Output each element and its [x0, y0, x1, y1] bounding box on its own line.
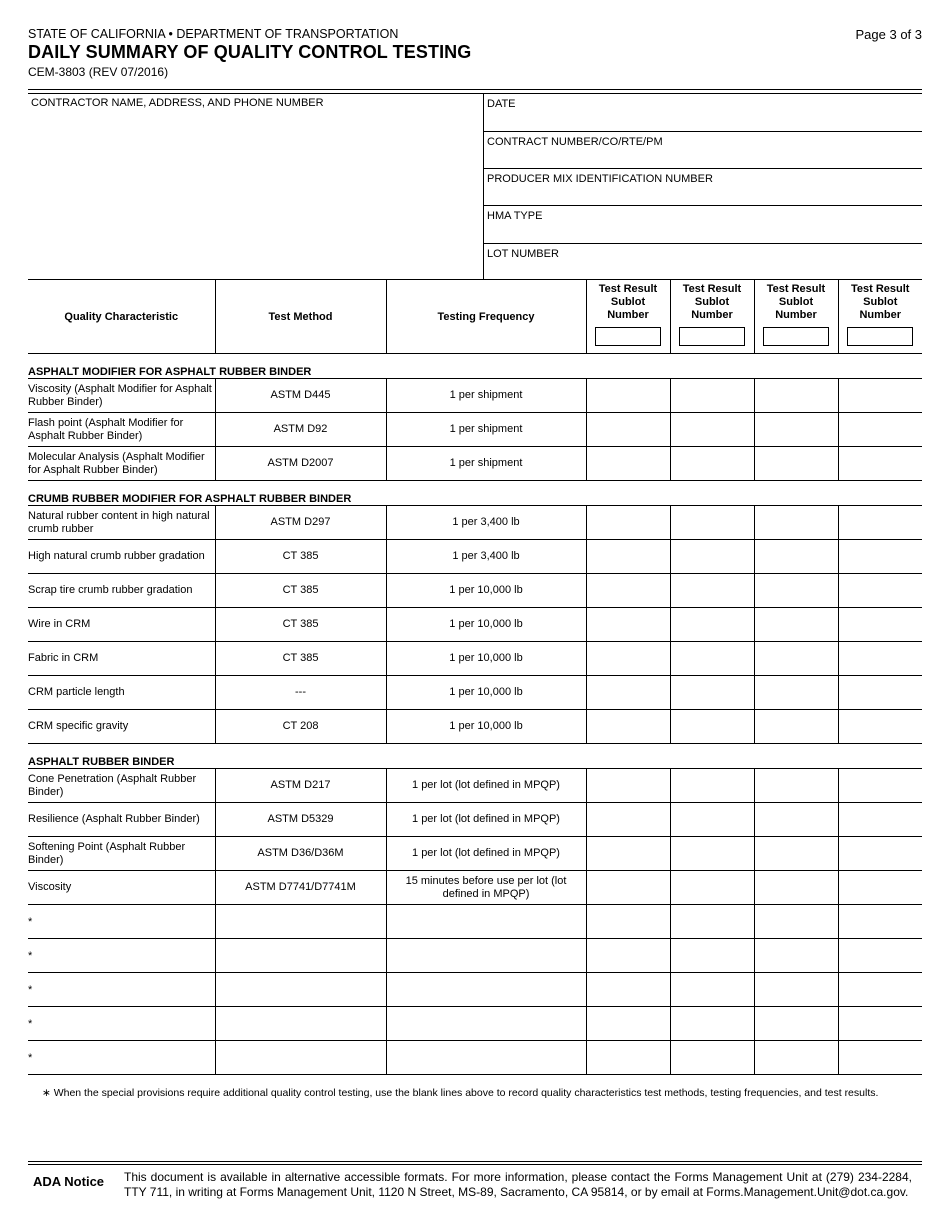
testing-frequency-cell: 1 per 10,000 lb [386, 608, 586, 642]
producer-mix-id-label: PRODUCER MIX IDENTIFICATION NUMBER [487, 173, 713, 185]
test-result-cell-3[interactable] [754, 506, 838, 540]
testing-frequency-cell: 1 per 10,000 lb [386, 574, 586, 608]
test-result-cell-4[interactable] [838, 939, 922, 973]
test-result-cell-3[interactable] [754, 676, 838, 710]
quality-characteristic-cell: Resilience (Asphalt Rubber Binder) [28, 803, 215, 837]
test-method-cell: ASTM D36/D36M [215, 837, 386, 871]
contract-number-label: CONTRACT NUMBER/CO/RTE/PM [487, 136, 663, 148]
test-result-cell-1[interactable] [586, 447, 670, 481]
test-result-cell-2[interactable] [670, 939, 754, 973]
quality-characteristic-cell: CRM specific gravity [28, 710, 215, 744]
quality-characteristic-cell: Viscosity [28, 871, 215, 905]
test-method-header: Test Method [215, 280, 386, 354]
test-method-cell: CT 385 [215, 608, 386, 642]
test-result-cell-3[interactable] [754, 608, 838, 642]
test-result-cell-1[interactable] [586, 837, 670, 871]
test-method-cell: --- [215, 676, 386, 710]
blank-testing-frequency-cell[interactable] [386, 973, 586, 1007]
test-result-cell-4[interactable] [838, 506, 922, 540]
test-result-cell-1[interactable] [586, 710, 670, 744]
test-method-cell: ASTM D2007 [215, 447, 386, 481]
form-number: CEM-3803 (REV 07/2016) [28, 65, 169, 79]
column-header-row [28, 280, 922, 354]
testing-frequency-cell: 1 per shipment [386, 379, 586, 413]
section-header-row [28, 354, 922, 379]
testing-frequency-cell: 1 per lot (lot defined in MPQP) [386, 803, 586, 837]
hma-type-label: HMA TYPE [487, 210, 543, 222]
test-result-cell-1[interactable] [586, 803, 670, 837]
test-result-cell-4[interactable] [838, 540, 922, 574]
section-header-row [28, 744, 922, 769]
test-method-cell: CT 208 [215, 710, 386, 744]
test-result-cell-3[interactable] [754, 1041, 838, 1075]
testing-frequency-cell: 1 per 10,000 lb [386, 642, 586, 676]
test-result-cell-1[interactable] [586, 769, 670, 803]
test-result-cell-4[interactable] [838, 905, 922, 939]
blank-quality-characteristic-cell[interactable]: * [28, 973, 215, 1007]
blank-quality-characteristic-cell[interactable]: * [28, 905, 215, 939]
test-result-cell-2[interactable] [670, 769, 754, 803]
contractor-field-label: CONTRACTOR NAME, ADDRESS, AND PHONE NUMBER [31, 97, 324, 109]
section-title: ASPHALT RUBBER BINDER [28, 744, 922, 769]
blank-quality-characteristic-cell[interactable]: * [28, 939, 215, 973]
test-result-cell-2[interactable] [670, 676, 754, 710]
test-result-cell-3[interactable] [754, 379, 838, 413]
quality-characteristic-cell: CRM particle length [28, 676, 215, 710]
test-result-cell-2[interactable] [670, 608, 754, 642]
section-header-row [28, 481, 922, 506]
sublot-header-line: Sublot [694, 295, 730, 308]
quality-characteristic-cell: Natural rubber content in high natural crumb rubber [28, 506, 215, 540]
test-result-cell-1[interactable] [586, 574, 670, 608]
test-result-cell-1[interactable] [586, 871, 670, 905]
blank-quality-characteristic-cell[interactable]: * [28, 1041, 215, 1075]
sublot-header-line: Sublot [863, 295, 898, 308]
test-result-cell-2[interactable] [670, 1007, 754, 1041]
test-result-cell-2[interactable] [670, 710, 754, 744]
page-number: Page 3 of 3 [855, 27, 922, 42]
test-result-cell-3[interactable] [754, 447, 838, 481]
quality-characteristic-cell: Fabric in CRM [28, 642, 215, 676]
test-result-cell-4[interactable] [838, 803, 922, 837]
blank-testing-frequency-cell[interactable] [386, 1041, 586, 1075]
blank-test-method-cell[interactable] [215, 905, 386, 939]
testing-frequency-cell: 1 per 10,000 lb [386, 676, 586, 710]
test-result-cell-3[interactable] [754, 939, 838, 973]
test-result-cell-4[interactable] [838, 973, 922, 1007]
test-result-cell-1[interactable] [586, 973, 670, 1007]
testing-frequency-cell: 15 minutes before use per lot (lot defined in MPQP) [386, 871, 586, 905]
table-row [28, 413, 922, 447]
sublot-header-line: Number [607, 308, 649, 321]
test-result-cell-3[interactable] [754, 905, 838, 939]
testing-frequency-cell: 1 per 3,400 lb [386, 506, 586, 540]
sublot-header-line: Number [775, 308, 817, 321]
blank-test-method-cell[interactable] [215, 1041, 386, 1075]
test-result-cell-4[interactable] [838, 608, 922, 642]
test-result-cell-1[interactable] [586, 1041, 670, 1075]
test-result-cell-2[interactable] [670, 413, 754, 447]
sublot-number-input-1[interactable] [595, 327, 661, 346]
quality-characteristic-cell: Cone Penetration (Asphalt Rubber Binder) [28, 769, 215, 803]
blank-testing-frequency-cell[interactable] [386, 1007, 586, 1041]
quality-characteristic-cell: Viscosity (Asphalt Modifier for Asphalt Rubber Binder) [28, 379, 215, 413]
test-method-cell: ASTM D217 [215, 769, 386, 803]
contract-number-field[interactable] [484, 132, 922, 169]
test-result-cell-2[interactable] [670, 574, 754, 608]
sublot-header-line: Sublot [610, 295, 646, 308]
table-row [28, 447, 922, 481]
table-row [28, 379, 922, 413]
table-row [28, 769, 922, 803]
table-row [28, 871, 922, 905]
qc-testing-table [28, 279, 922, 1075]
lot-number-label: LOT NUMBER [487, 248, 559, 260]
test-result-cell-3[interactable] [754, 769, 838, 803]
test-method-cell: ASTM D5329 [215, 803, 386, 837]
quality-characteristic-cell: High natural crumb rubber gradation [28, 540, 215, 574]
blank-row [28, 905, 922, 939]
test-result-cell-1[interactable] [586, 413, 670, 447]
blank-row [28, 973, 922, 1007]
ada-notice-text: This document is available in alternative accessible formats. For more information, please contact the Forms Management Unit at (279) 234-2284, TTY 711, in writing at Forms Management Unit, 1120 N Street, MS-89, Sacramento, CA 95814, or by email at Forms.Management.Unit@dot.ca.gov. [124, 1170, 912, 1199]
test-method-cell: CT 385 [215, 540, 386, 574]
lot-number-field[interactable] [484, 244, 922, 280]
test-result-cell-2[interactable] [670, 973, 754, 1007]
sublot-number-input-4[interactable] [847, 327, 913, 346]
test-result-cell-3[interactable] [754, 1007, 838, 1041]
sublot-header-1 [586, 280, 670, 354]
test-result-cell-1[interactable] [586, 676, 670, 710]
test-result-cell-3[interactable] [754, 837, 838, 871]
test-result-cell-1[interactable] [586, 939, 670, 973]
test-result-cell-2[interactable] [670, 905, 754, 939]
section-title: ASPHALT MODIFIER FOR ASPHALT RUBBER BINDER [28, 354, 922, 379]
table-row [28, 803, 922, 837]
sublot-header-line: Test Result [766, 282, 826, 295]
testing-frequency-cell: 1 per 10,000 lb [386, 710, 586, 744]
testing-frequency-cell: 1 per lot (lot defined in MPQP) [386, 837, 586, 871]
quality-characteristic-cell: Scrap tire crumb rubber gradation [28, 574, 215, 608]
test-method-cell: ASTM D7741/D7741M [215, 871, 386, 905]
testing-frequency-cell: 1 per 3,400 lb [386, 540, 586, 574]
test-result-cell-1[interactable] [586, 642, 670, 676]
sublot-header-line: Test Result [598, 282, 658, 295]
form-title: DAILY SUMMARY OF QUALITY CONTROL TESTING [28, 42, 472, 62]
sublot-header-line: Sublot [778, 295, 814, 308]
test-result-cell-3[interactable] [754, 710, 838, 744]
blank-testing-frequency-cell[interactable] [386, 905, 586, 939]
quality-characteristic-cell: Molecular Analysis (Asphalt Modifier for Asphalt Rubber Binder) [28, 447, 215, 481]
table-row [28, 837, 922, 871]
blank-testing-frequency-cell[interactable] [386, 939, 586, 973]
blank-row [28, 1041, 922, 1075]
blank-row [28, 1007, 922, 1041]
test-result-cell-4[interactable] [838, 447, 922, 481]
test-method-cell: CT 385 [215, 642, 386, 676]
test-result-cell-1[interactable] [586, 1007, 670, 1041]
test-result-cell-1[interactable] [586, 540, 670, 574]
sublot-header-4 [838, 280, 922, 354]
test-method-cell: ASTM D445 [215, 379, 386, 413]
test-result-cell-3[interactable] [754, 413, 838, 447]
sublot-number-input-3[interactable] [763, 327, 829, 346]
table-row [28, 676, 922, 710]
test-method-cell: ASTM D297 [215, 506, 386, 540]
sublot-number-input-2[interactable] [679, 327, 745, 346]
test-result-cell-2[interactable] [670, 1041, 754, 1075]
blank-test-method-cell[interactable] [215, 1007, 386, 1041]
test-method-cell: ASTM D92 [215, 413, 386, 447]
test-result-cell-3[interactable] [754, 574, 838, 608]
sublot-header-line: Test Result [851, 282, 910, 295]
table-row [28, 506, 922, 540]
test-result-cell-4[interactable] [838, 574, 922, 608]
test-result-cell-3[interactable] [754, 871, 838, 905]
table-row [28, 642, 922, 676]
section-title: CRUMB RUBBER MODIFIER FOR ASPHALT RUBBER BINDER [28, 481, 922, 506]
test-result-cell-3[interactable] [754, 803, 838, 837]
test-result-cell-2[interactable] [670, 540, 754, 574]
test-result-cell-2[interactable] [670, 642, 754, 676]
test-result-cell-2[interactable] [670, 506, 754, 540]
test-result-cell-4[interactable] [838, 1041, 922, 1075]
sublot-header-3 [754, 280, 838, 354]
test-result-cell-4[interactable] [838, 769, 922, 803]
test-result-cell-3[interactable] [754, 973, 838, 1007]
test-result-cell-1[interactable] [586, 506, 670, 540]
test-result-cell-4[interactable] [838, 710, 922, 744]
table-row [28, 608, 922, 642]
producer-mix-id-field[interactable] [484, 169, 922, 206]
testing-frequency-header: Testing Frequency [386, 280, 586, 354]
sublot-header-line: Number [859, 308, 902, 321]
blank-test-method-cell[interactable] [215, 973, 386, 1007]
test-result-cell-2[interactable] [670, 871, 754, 905]
hma-type-field[interactable] [484, 206, 922, 244]
test-result-cell-4[interactable] [838, 1007, 922, 1041]
testing-frequency-cell: 1 per shipment [386, 413, 586, 447]
footnote: ∗ When the special provisions require additional quality control testing, use the blank lines above to record quality characteristics test methods, testing frequencies, and test results. [42, 1087, 879, 1099]
table-row [28, 710, 922, 744]
test-method-cell: CT 385 [215, 574, 386, 608]
test-result-cell-4[interactable] [838, 837, 922, 871]
test-result-cell-2[interactable] [670, 837, 754, 871]
test-result-cell-1[interactable] [586, 905, 670, 939]
ada-notice-label: ADA Notice [33, 1174, 105, 1189]
date-field-label: DATE [487, 98, 516, 110]
quality-characteristic-cell: Flash point (Asphalt Modifier for Asphalt Rubber Binder) [28, 413, 215, 447]
test-result-cell-2[interactable] [670, 379, 754, 413]
header-fields-block [28, 89, 922, 280]
date-field[interactable] [484, 94, 922, 132]
test-result-cell-4[interactable] [838, 676, 922, 710]
agency-line: STATE OF CALIFORNIA • DEPARTMENT OF TRANSPORTATION [28, 27, 399, 41]
sublot-header-2 [670, 280, 754, 354]
sublot-header-line: Test Result [682, 282, 742, 295]
blank-row [28, 939, 922, 973]
testing-frequency-cell: 1 per shipment [386, 447, 586, 481]
table-row [28, 574, 922, 608]
test-result-cell-4[interactable] [838, 871, 922, 905]
test-result-cell-4[interactable] [838, 642, 922, 676]
quality-characteristic-cell: Wire in CRM [28, 608, 215, 642]
test-result-cell-1[interactable] [586, 379, 670, 413]
blank-test-method-cell[interactable] [215, 939, 386, 973]
test-result-cell-4[interactable] [838, 379, 922, 413]
blank-quality-characteristic-cell[interactable]: * [28, 1007, 215, 1041]
test-result-cell-1[interactable] [586, 608, 670, 642]
test-result-cell-4[interactable] [838, 413, 922, 447]
testing-frequency-cell: 1 per lot (lot defined in MPQP) [386, 769, 586, 803]
test-result-cell-3[interactable] [754, 540, 838, 574]
footer-divider [28, 1161, 922, 1165]
quality-characteristic-header: Quality Characteristic [28, 280, 215, 354]
table-row [28, 540, 922, 574]
test-result-cell-3[interactable] [754, 642, 838, 676]
sublot-header-line: Number [691, 308, 733, 321]
test-result-cell-2[interactable] [670, 447, 754, 481]
quality-characteristic-cell: Softening Point (Asphalt Rubber Binder) [28, 837, 215, 871]
test-result-cell-2[interactable] [670, 803, 754, 837]
